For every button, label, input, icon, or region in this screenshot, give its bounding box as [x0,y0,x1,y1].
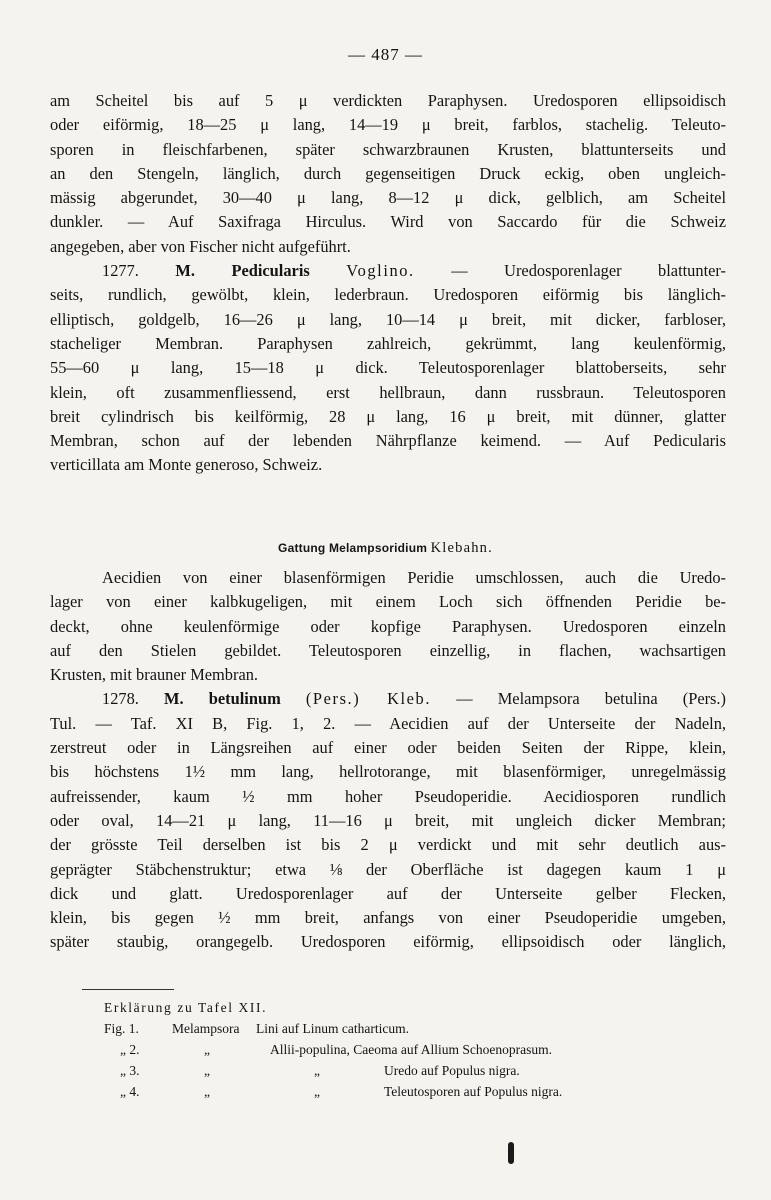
text-line: dunkler. — Auf Saxifraga Hirculus. Wird von Saccardo für die Schweiz [50,212,726,232]
legend-fig: „ 4. [120,1084,140,1099]
entry-text: — Uredosporenlager blattunter- [451,261,726,281]
legend-species: Lini auf Linum catharticum. [256,1021,409,1036]
legend-title: Erklärung zu Tafel XII. [104,1000,268,1015]
text-line: mässig abgerundet, 30—40 μ lang, 8—12 μ dick, gelblich, am Scheitel [50,188,726,208]
text-line: seits, rundlich, gewölbt, klein, lederbraun. Uredosporen eiförmig bis länglich- [50,285,726,305]
legend-fig: Fig. 1. [104,1021,139,1036]
entry-text: — Melampsora betulina (Pers.) [456,689,726,709]
legend-row [104,1081,664,1102]
legend-species: „ [314,1063,320,1078]
text-line: auf den Stielen gebildet. Teleutosporen einzellig, in flachen, wachsartigen [50,640,726,660]
species-author: Voglino. [346,261,415,281]
text-line: stacheliger Membran. Paraphysen zahlreich, gekrümmt, lang keulenförmig, [50,333,726,353]
ink-blot [508,1142,514,1164]
text-line: sporen in fleischfarbenen, später schwarzbraunen Krusten, blattunterseits und [50,139,726,159]
entry-1278-heading [50,687,726,711]
text-line: aufreissender, kaum ½ mm hoher Pseudoperidie. Aecidiosporen rundlich [50,786,726,806]
text-line: breit cylindrisch bis keilförmig, 28 μ lang, 16 μ breit, mit dünner, glatter [50,406,726,426]
species-author: (Pers.) Kleb. [305,689,432,709]
text-line: später staubig, orangegelb. Uredosporen eiförmig, ellipsoidisch oder länglich, [50,932,726,952]
legend-species: Allii-populina, Caeoma auf Allium Schoenoprasum. [270,1042,552,1057]
plate-legend [104,997,664,1102]
text-line: der grösste Teil derselben ist bis 2 μ verdickt und mit sehr deutlich aus- [50,835,726,855]
genus-label: Gattung Melampsoridium [278,541,428,555]
text-line: geprägter Stäbchenstruktur; etwa ⅛ der Oberfläche ist dagegen kaum 1 μ [50,859,726,879]
legend-extra: Uredo auf Populus nigra. [384,1063,520,1078]
text-line: Membran, schon auf der lebenden Nährpflanze keimend. — Auf Pedicularis [50,431,726,451]
text-line: klein, oft zusammenfliessend, erst hellbraun, dann russbraun. Teleutosporen [50,382,726,402]
text-line: elliptisch, goldgelb, 16—26 μ lang, 10—14 μ breit, mit dicker, farbloser, [50,309,726,329]
text-line: am Scheitel bis auf 5 μ verdickten Paraphysen. Uredosporen ellipsoidisch [50,91,726,110]
genus-heading [0,540,771,557]
text-line: verticillata am Monte generoso, Schweiz. [50,455,323,475]
page-number: — 487 — [348,45,423,64]
entry-number: 1277. [102,261,139,281]
legend-species: „ [314,1084,320,1099]
legend-fig: „ 3. [120,1063,140,1078]
text-line: Krusten, mit brauner Membran. [50,665,259,685]
text-line: an den Stengeln, länglich, durch gegenseitigen Druck eckig, oben ungleich- [50,163,726,183]
legend-genus: Melampsora [172,1021,240,1036]
text-line: oder oval, 14—21 μ lang, 11—16 μ breit, mit ungleich dicker Membran; [50,810,726,830]
text-line: Aecidien von einer blasenförmigen Peridie umschlossen, auch die Uredo- [102,568,726,587]
legend-row [104,1039,664,1060]
footnote-divider [82,989,174,990]
genus-author: Klebahn. [430,540,493,556]
text-line: angegeben, aber von Fischer nicht aufgeführt. [50,236,351,256]
legend-genus: „ [204,1042,210,1057]
legend-genus: „ [204,1063,210,1078]
text-line: lager von einer kalbkugeligen, mit einem Loch sich öffnenden Peridie be- [50,592,726,612]
legend-row [104,1018,664,1039]
text-line: dick und glatt. Uredosporenlager auf der Unterseite gelber Flecken, [50,883,726,903]
text-line: klein, bis gegen ½ mm breit, anfangs von einer Pseudoperidie umgeben, [50,908,726,928]
entry-number: 1278. [102,689,139,709]
species-name: M. Pedicularis [175,261,310,281]
entry-1277-heading [50,259,726,283]
text-line: deckt, ohne keulenförmige oder kopfige Paraphysen. Uredosporen einzeln [50,616,726,636]
paragraph-continuation [50,89,726,478]
text-line: oder eiförmig, 18—25 μ lang, 14—19 μ breit, farblos, stachelig. Teleuto- [50,115,726,135]
text-line: Tul. — Taf. XI B, Fig. 1, 2. — Aecidien auf der Unterseite der Nadeln, [50,713,726,733]
species-name: M. betulinum [164,689,281,709]
legend-row [104,1060,664,1081]
legend-genus: „ [204,1084,210,1099]
legend-extra: Teleutosporen auf Populus nigra. [384,1084,563,1099]
legend-fig: „ 2. [120,1042,140,1057]
text-line: zerstreut oder in Längsreihen auf einer oder beiden Seiten der Rippe, klein, [50,738,726,758]
text-line: 55—60 μ lang, 15—18 μ dick. Teleutosporenlager blattoberseits, sehr [50,358,726,378]
text-line: bis höchstens 1½ mm lang, hellrotorange, mit blasenförmiger, unregelmässig [50,762,726,782]
genus-description [50,566,726,955]
